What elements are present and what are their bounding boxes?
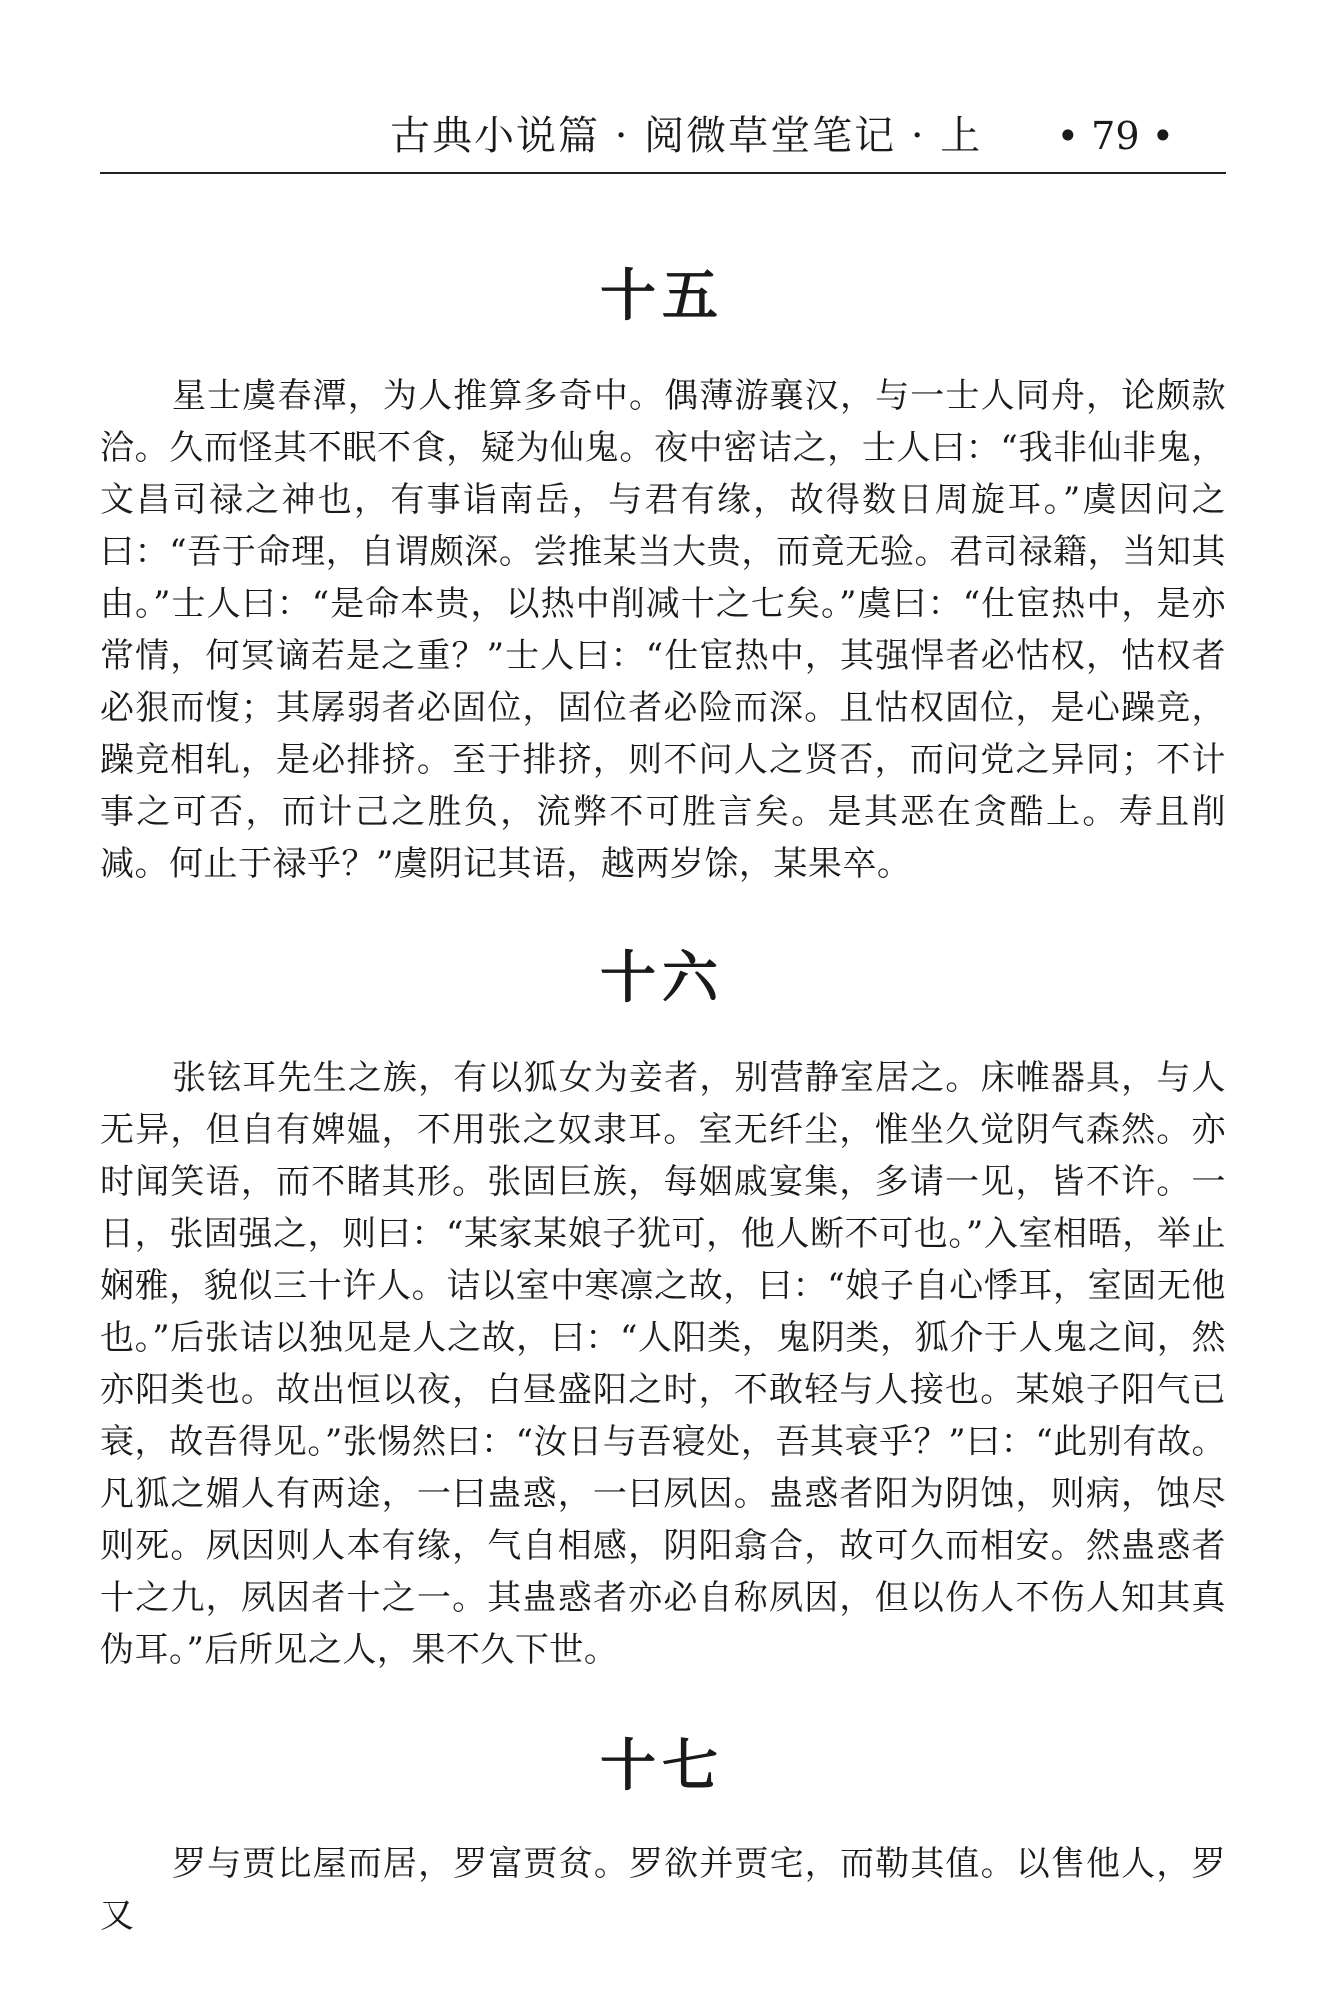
section-text-15: 星士虞春潭，为人推算多奇中。偶薄游襄汉，与一士人同舟，论颇款洽。久而怪其不眠不食，疑为仙鬼。夜中密诘之，士人曰：“我非仙非鬼，文昌司禄之神也，有事诣南岳，与君有缘，故得数日周旋耳。”虞因问之曰：“吾于命理，自谓颇深。尝推某当大贵，而竟无验。君司禄籍，当知其由。”士人曰：“是命本贵，以热中削减十之七矣。”虞曰：“仕宦热中，是亦常情，何冥谪若是之重？”士人曰：“仕宦热中，其强悍者必怙权，怙权者必狠而愎；其孱弱者必固位，固位者必险而深。且怙权固位，是心躁竞，躁竞相轧，是必排挤。至于排挤，则不问人之贤否，而问党之异同；不计事之可否，而计己之胜负，流弊不可胜言矣。是其恶在贪酷上。寿且削减。何止于禄乎？”虞阴记其语，越两岁馀，某果卒。	[100, 376, 1226, 884]
page-number: • 79 •	[1056, 114, 1174, 158]
section-heading-15: 十五	[600, 264, 724, 329]
section-heading-17: 十七	[600, 1734, 724, 1799]
section-text-17: 罗与贾比屋而居，罗富贾贫。罗欲并贾宅，而勒其值。以售他人，罗又	[100, 1844, 1226, 1936]
running-title: 古典小说篇 · 阅微草堂笔记 · 上	[390, 113, 983, 159]
section-text-16: 张铉耳先生之族，有以狐女为妾者，别营静室居之。床帷器具，与人无异，但自有婢媪，不用张之奴隶耳。室无纤尘，惟坐久觉阴气森然。亦时闻笑语，而不睹其形。张固巨族，每姻戚宴集，多请一见，皆不许。一日，张固强之，则曰：“某家某娘子犹可，他人断不可也。”入室相晤，举止娴雅，貌似三十许人。诘以室中寒凛之故，曰：“娘子自心悸耳，室固无他也。”后张诘以独见是人之故，曰：“人阳类，鬼阴类，狐介于人鬼之间，然亦阳类也。故出恒以夜，白昼盛阳之时，不敢轻与人接也。某娘子阳气已衰，故吾得见。”张惕然曰：“汝日与吾寝处，吾其衰乎？”曰：“此别有故。凡狐之媚人有两途，一曰蛊惑，一曰夙因。蛊惑者阳为阴蚀，则病，蚀尽则死。夙因则人本有缘，气自相感，阴阳翕合，故可久而相安。然蛊惑者十之九，夙因者十之一。其蛊惑者亦必自称夙因，但以伤人不伤人知其真伪耳。”后所见之人，果不久下世。	[100, 1058, 1226, 1670]
running-header	[100, 108, 1226, 174]
section-heading-16: 十六	[600, 946, 724, 1011]
